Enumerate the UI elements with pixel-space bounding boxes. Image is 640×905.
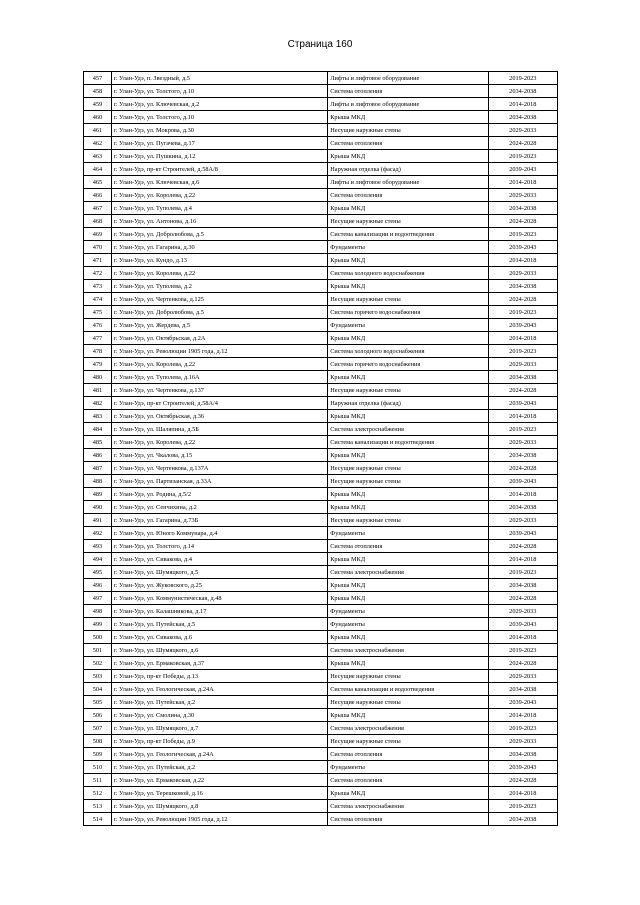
table-row [84, 397, 558, 410]
period-cell: 2039-2043 [488, 618, 557, 631]
address-cell: г. Улан-Удэ, ул. Юного Коммунара, д.4 [111, 527, 327, 540]
address-cell: г. Улан-Удэ, ул. Октябрьская, д.36 [111, 410, 327, 423]
table-row [84, 384, 558, 397]
address-cell: г. Улан-Удэ, ул. Ермаковская, д.22 [111, 774, 327, 787]
address-cell: г. Улан-Удэ, ул. Добролюбова, д.5 [111, 306, 327, 319]
work-type-cell: Фундаменты [328, 527, 488, 540]
row-number-cell: 465 [84, 176, 112, 189]
row-number-cell: 510 [84, 761, 112, 774]
address-cell: г. Улан-Удэ, ул. Чертенкова, д.137А [111, 462, 327, 475]
work-type-cell: Система канализации и водоотведения [328, 436, 488, 449]
row-number-cell: 499 [84, 618, 112, 631]
address-cell: г. Улан-Удэ, ул. Жуковского, д.25 [111, 579, 327, 592]
address-cell: г. Улан-Удэ, ул. Толстого, д.14 [111, 540, 327, 553]
address-cell: г. Улан-Удэ, ул. Октябрьская, д.2А [111, 332, 327, 345]
table-row [84, 527, 558, 540]
address-cell: г. Улан-Удэ, ул. Жердева, д.5 [111, 319, 327, 332]
row-number-cell: 480 [84, 371, 112, 384]
row-number-cell: 489 [84, 488, 112, 501]
period-cell: 2034-2038 [488, 501, 557, 514]
work-type-cell: Система электроснабжения [328, 423, 488, 436]
row-number-cell: 463 [84, 150, 112, 163]
address-cell: г. Улан-Удэ, пр-кт Победы, д.9 [111, 735, 327, 748]
table-row [84, 449, 558, 462]
period-cell: 2014-2018 [488, 98, 557, 111]
row-number-cell: 493 [84, 540, 112, 553]
table-row [84, 436, 558, 449]
work-type-cell: Система отопления [328, 85, 488, 98]
address-cell: г. Улан-Удэ, ул. Партизанская, д.33А [111, 475, 327, 488]
work-type-cell: Несущие наружные стены [328, 462, 488, 475]
row-number-cell: 471 [84, 254, 112, 267]
table-row [84, 605, 558, 618]
period-cell: 2019-2023 [488, 306, 557, 319]
row-number-cell: 490 [84, 501, 112, 514]
repair-schedule-table [83, 71, 558, 826]
period-cell: 2029-2033 [488, 358, 557, 371]
table-row [84, 150, 558, 163]
work-type-cell: Крыша МКД [328, 449, 488, 462]
period-cell: 2039-2043 [488, 475, 557, 488]
work-type-cell: Фундаменты [328, 241, 488, 254]
table-row [84, 722, 558, 735]
period-cell: 2019-2023 [488, 566, 557, 579]
work-type-cell: Несущие наружные стены [328, 475, 488, 488]
table-row [84, 514, 558, 527]
work-type-cell: Несущие наружные стены [328, 670, 488, 683]
row-number-cell: 508 [84, 735, 112, 748]
address-cell: г. Улан-Удэ, пр-кт Победы, д.13 [111, 670, 327, 683]
work-type-cell: Крыша МКД [328, 592, 488, 605]
address-cell: г. Улан-Удэ, ул. Пугачева, д.17 [111, 137, 327, 150]
period-cell: 2014-2018 [488, 410, 557, 423]
row-number-cell: 512 [84, 787, 112, 800]
table-body [84, 72, 558, 826]
table-row [84, 670, 558, 683]
address-cell: г. Улан-Удэ, ул. Толстого, д.10 [111, 111, 327, 124]
row-number-cell: 479 [84, 358, 112, 371]
address-cell: г. Улан-Удэ, пр-кт Строителей, д.58А/4 [111, 397, 327, 410]
address-cell: г. Улан-Удэ, ул. Сенчихина, д.2 [111, 501, 327, 514]
period-cell: 2019-2023 [488, 800, 557, 813]
period-cell: 2019-2023 [488, 423, 557, 436]
work-type-cell: Несущие наружные стены [328, 293, 488, 306]
work-type-cell: Фундаменты [328, 761, 488, 774]
work-type-cell: Крыша МКД [328, 371, 488, 384]
row-number-cell: 477 [84, 332, 112, 345]
address-cell: г. Улан-Удэ, ул. Туполева, д.16А [111, 371, 327, 384]
row-number-cell: 459 [84, 98, 112, 111]
period-cell: 2034-2038 [488, 683, 557, 696]
table-row [84, 644, 558, 657]
period-cell: 2034-2038 [488, 748, 557, 761]
table-row [84, 423, 558, 436]
work-type-cell: Несущие наружные стены [328, 696, 488, 709]
row-number-cell: 482 [84, 397, 112, 410]
address-cell: г. Улан-Удэ, ул. Чертенкова, д.125 [111, 293, 327, 306]
row-number-cell: 469 [84, 228, 112, 241]
table-row [84, 540, 558, 553]
row-number-cell: 513 [84, 800, 112, 813]
row-number-cell: 501 [84, 644, 112, 657]
address-cell: г. Улан-Удэ, ул. Королева, д.22 [111, 189, 327, 202]
work-type-cell: Фундаменты [328, 319, 488, 332]
table-row [84, 761, 558, 774]
table-row [84, 254, 558, 267]
row-number-cell: 466 [84, 189, 112, 202]
table-row [84, 85, 558, 98]
work-type-cell: Крыша МКД [328, 501, 488, 514]
row-number-cell: 487 [84, 462, 112, 475]
row-number-cell: 472 [84, 267, 112, 280]
table-row [84, 345, 558, 358]
table-row [84, 358, 558, 371]
work-type-cell: Лифты и лифтовое оборудование [328, 98, 488, 111]
address-cell: г. Улан-Удэ, ул. Родина, д.5/2 [111, 488, 327, 501]
period-cell: 2039-2043 [488, 319, 557, 332]
row-number-cell: 458 [84, 85, 112, 98]
table-row [84, 735, 558, 748]
address-cell: г. Улан-Удэ, ул. Сивакова, д.6 [111, 631, 327, 644]
period-cell: 2014-2018 [488, 553, 557, 566]
work-type-cell: Несущие наружные стены [328, 514, 488, 527]
address-cell: г. Улан-Удэ, ул. Королева, д.22 [111, 267, 327, 280]
row-number-cell: 468 [84, 215, 112, 228]
work-type-cell: Крыша МКД [328, 553, 488, 566]
row-number-cell: 457 [84, 72, 112, 85]
table-row [84, 631, 558, 644]
row-number-cell: 506 [84, 709, 112, 722]
row-number-cell: 494 [84, 553, 112, 566]
work-type-cell: Крыша МКД [328, 332, 488, 345]
address-cell: г. Улан-Удэ, ул. Геологическая, д.24А [111, 683, 327, 696]
period-cell: 2014-2018 [488, 332, 557, 345]
table-row [84, 787, 558, 800]
period-cell: 2014-2018 [488, 176, 557, 189]
row-number-cell: 491 [84, 514, 112, 527]
table-row [84, 462, 558, 475]
work-type-cell: Система канализации и водоотведения [328, 683, 488, 696]
address-cell: г. Улан-Удэ, ул. Путейская, д.5 [111, 618, 327, 631]
work-type-cell: Система отопления [328, 774, 488, 787]
address-cell: г. Улан-Удэ, ул. Королева, д.22 [111, 358, 327, 371]
period-cell: 2034-2038 [488, 371, 557, 384]
row-number-cell: 498 [84, 605, 112, 618]
period-cell: 2029-2033 [488, 514, 557, 527]
table-row [84, 137, 558, 150]
address-cell: г. Улан-Удэ, ул. Ключевская, д.6 [111, 176, 327, 189]
row-number-cell: 460 [84, 111, 112, 124]
address-cell: г. Улан-Удэ, ул. Шумяцкого, д.5 [111, 566, 327, 579]
address-cell: г. Улан-Удэ, ул. Туполева, д.2 [111, 280, 327, 293]
row-number-cell: 478 [84, 345, 112, 358]
work-type-cell: Фундаменты [328, 605, 488, 618]
period-cell: 2024-2028 [488, 293, 557, 306]
work-type-cell: Система холодного водоснабжения [328, 267, 488, 280]
period-cell: 2019-2023 [488, 722, 557, 735]
table-row [84, 618, 558, 631]
period-cell: 2034-2038 [488, 202, 557, 215]
period-cell: 2024-2028 [488, 462, 557, 475]
table-row [84, 306, 558, 319]
work-type-cell: Несущие наружные стены [328, 384, 488, 397]
period-cell: 2034-2038 [488, 813, 557, 826]
table-row [84, 501, 558, 514]
work-type-cell: Крыша МКД [328, 579, 488, 592]
work-type-cell: Крыша МКД [328, 787, 488, 800]
work-type-cell: Система горячего водоснабжения [328, 358, 488, 371]
row-number-cell: 505 [84, 696, 112, 709]
table-row [84, 592, 558, 605]
address-cell: г. Улан-Удэ, п. Звездный, д.5 [111, 72, 327, 85]
address-cell: г. Улан-Удэ, ул. Чкалова, д.15 [111, 449, 327, 462]
work-type-cell: Крыша МКД [328, 280, 488, 293]
address-cell: г. Улан-Удэ, ул. Калашникова, д.17 [111, 605, 327, 618]
period-cell: 2029-2033 [488, 189, 557, 202]
row-number-cell: 485 [84, 436, 112, 449]
period-cell: 2039-2043 [488, 761, 557, 774]
work-type-cell: Несущие наружные стены [328, 735, 488, 748]
period-cell: 2019-2023 [488, 345, 557, 358]
address-cell: г. Улан-Удэ, ул. Добролюбова, д.5 [111, 228, 327, 241]
address-cell: г. Улан-Удэ, ул. Революции 1905 года, д.12 [111, 813, 327, 826]
table-row [84, 774, 558, 787]
work-type-cell: Фундаменты [328, 618, 488, 631]
period-cell: 2024-2028 [488, 384, 557, 397]
table-row [84, 748, 558, 761]
work-type-cell: Наружная отделка (фасад) [328, 163, 488, 176]
work-type-cell: Система отопления [328, 137, 488, 150]
period-cell: 2024-2028 [488, 592, 557, 605]
work-type-cell: Система отопления [328, 189, 488, 202]
row-number-cell: 511 [84, 774, 112, 787]
address-cell: г. Улан-Удэ, ул. Путейская, д.2 [111, 761, 327, 774]
work-type-cell: Система отопления [328, 748, 488, 761]
work-type-cell: Лифты и лифтовое оборудование [328, 176, 488, 189]
period-cell: 2034-2038 [488, 449, 557, 462]
row-number-cell: 500 [84, 631, 112, 644]
period-cell: 2019-2023 [488, 228, 557, 241]
address-cell: г. Улан-Удэ, ул. Мокрова, д.30 [111, 124, 327, 137]
table-row [84, 228, 558, 241]
table-row [84, 813, 558, 826]
address-cell: г. Улан-Удэ, ул. Терешковой, д.16 [111, 787, 327, 800]
work-type-cell: Наружная отделка (фасад) [328, 397, 488, 410]
table-row [84, 72, 558, 85]
period-cell: 2039-2043 [488, 527, 557, 540]
period-cell: 2019-2023 [488, 150, 557, 163]
work-type-cell: Система отопления [328, 540, 488, 553]
address-cell: г. Улан-Удэ, ул. Толстого, д.10 [111, 85, 327, 98]
work-type-cell: Крыша МКД [328, 150, 488, 163]
row-number-cell: 461 [84, 124, 112, 137]
address-cell: г. Улан-Удэ, ул. Шумяцкого, д.6 [111, 644, 327, 657]
period-cell: 2034-2038 [488, 280, 557, 293]
table-row [84, 371, 558, 384]
row-number-cell: 462 [84, 137, 112, 150]
period-cell: 2039-2043 [488, 696, 557, 709]
row-number-cell: 484 [84, 423, 112, 436]
period-cell: 2014-2018 [488, 709, 557, 722]
address-cell: г. Улан-Удэ, ул. Туполева, д.4 [111, 202, 327, 215]
period-cell: 2039-2043 [488, 397, 557, 410]
table-row [84, 696, 558, 709]
table-row [84, 683, 558, 696]
row-number-cell: 502 [84, 657, 112, 670]
row-number-cell: 507 [84, 722, 112, 735]
address-cell: г. Улан-Удэ, ул. Ермаковская, д.37 [111, 657, 327, 670]
table-row [84, 709, 558, 722]
table-row [84, 267, 558, 280]
row-number-cell: 483 [84, 410, 112, 423]
table-row [84, 176, 558, 189]
work-type-cell: Система электроснабжения [328, 644, 488, 657]
row-number-cell: 470 [84, 241, 112, 254]
work-type-cell: Система холодного водоснабжения [328, 345, 488, 358]
work-type-cell: Система электроснабжения [328, 566, 488, 579]
row-number-cell: 481 [84, 384, 112, 397]
table-row [84, 475, 558, 488]
table-row [84, 319, 558, 332]
address-cell: г. Улан-Удэ, ул. Геологическая, д.24А [111, 748, 327, 761]
period-cell: 2024-2028 [488, 215, 557, 228]
period-cell: 2019-2023 [488, 72, 557, 85]
period-cell: 2029-2033 [488, 670, 557, 683]
work-type-cell: Крыша МКД [328, 657, 488, 670]
period-cell: 2014-2018 [488, 254, 557, 267]
work-type-cell: Несущие наружные стены [328, 215, 488, 228]
address-cell: г. Улан-Удэ, ул. Шумяцкого, д.7 [111, 722, 327, 735]
period-cell: 2024-2028 [488, 774, 557, 787]
table-row [84, 410, 558, 423]
table-row [84, 579, 558, 592]
table-row [84, 566, 558, 579]
address-cell: г. Улан-Удэ, ул. Королева, д.22 [111, 436, 327, 449]
table-row [84, 332, 558, 345]
period-cell: 2014-2018 [488, 488, 557, 501]
work-type-cell: Крыша МКД [328, 709, 488, 722]
address-cell: г. Улан-Удэ, ул. Ключевская, д.2 [111, 98, 327, 111]
period-cell: 2029-2033 [488, 267, 557, 280]
address-cell: г. Улан-Удэ, ул. Революции 1905 года, д.12 [111, 345, 327, 358]
table-row [84, 124, 558, 137]
period-cell: 2024-2028 [488, 137, 557, 150]
address-cell: г. Улан-Удэ, ул. Гагарина, д.73Б [111, 514, 327, 527]
address-cell: г. Улан-Удэ, пр-кт Строителей, д.58А/8 [111, 163, 327, 176]
period-cell: 2039-2043 [488, 241, 557, 254]
work-type-cell: Система электроснабжения [328, 800, 488, 813]
address-cell: г. Улан-Удэ, ул. Шаляпина, д.5Б [111, 423, 327, 436]
row-number-cell: 492 [84, 527, 112, 540]
work-type-cell: Система горячего водоснабжения [328, 306, 488, 319]
table-row [84, 215, 558, 228]
address-cell: г. Улан-Удэ, ул. Сивакова, д.4 [111, 553, 327, 566]
table-row [84, 163, 558, 176]
period-cell: 2029-2033 [488, 124, 557, 137]
period-cell: 2014-2018 [488, 631, 557, 644]
page-number-header: Страница 160 [287, 39, 353, 50]
work-type-cell: Крыша МКД [328, 410, 488, 423]
table-row [84, 111, 558, 124]
address-cell: г. Улан-Удэ, ул. Пушкина, д.12 [111, 150, 327, 163]
period-cell: 2024-2028 [488, 540, 557, 553]
period-cell: 2029-2033 [488, 436, 557, 449]
work-type-cell: Крыша МКД [328, 111, 488, 124]
table-row [84, 202, 558, 215]
period-cell: 2034-2038 [488, 111, 557, 124]
table-row [84, 553, 558, 566]
work-type-cell: Крыша МКД [328, 202, 488, 215]
work-type-cell: Лифты и лифтовое оборудование [328, 72, 488, 85]
address-cell: г. Улан-Удэ, ул. Чертенкова, д.137 [111, 384, 327, 397]
work-type-cell: Система электроснабжения [328, 722, 488, 735]
row-number-cell: 473 [84, 280, 112, 293]
table-row [84, 800, 558, 813]
row-number-cell: 509 [84, 748, 112, 761]
table-row [84, 280, 558, 293]
row-number-cell: 504 [84, 683, 112, 696]
table-row [84, 98, 558, 111]
period-cell: 2034-2038 [488, 85, 557, 98]
address-cell: г. Улан-Удэ, ул. Шумяцкого, д.8 [111, 800, 327, 813]
table-row [84, 241, 558, 254]
period-cell: 2019-2023 [488, 644, 557, 657]
address-cell: г. Улан-Удэ, ул. Кундо, д.13 [111, 254, 327, 267]
row-number-cell: 488 [84, 475, 112, 488]
row-number-cell: 474 [84, 293, 112, 306]
period-cell: 2029-2033 [488, 605, 557, 618]
row-number-cell: 495 [84, 566, 112, 579]
address-cell: г. Улан-Удэ, ул. Гагарина, д.30 [111, 241, 327, 254]
address-cell: г. Улан-Удэ, ул. Смолина, д.30 [111, 709, 327, 722]
address-cell: г. Улан-Удэ, ул. Антонова, д.16 [111, 215, 327, 228]
row-number-cell: 514 [84, 813, 112, 826]
table-row [84, 293, 558, 306]
period-cell: 2034-2038 [488, 579, 557, 592]
period-cell: 2029-2033 [488, 735, 557, 748]
work-type-cell: Система отопления [328, 813, 488, 826]
period-cell: 2014-2018 [488, 787, 557, 800]
row-number-cell: 496 [84, 579, 112, 592]
row-number-cell: 497 [84, 592, 112, 605]
row-number-cell: 475 [84, 306, 112, 319]
table-row [84, 189, 558, 202]
row-number-cell: 476 [84, 319, 112, 332]
work-type-cell: Крыша МКД [328, 631, 488, 644]
work-type-cell: Система канализации и водоотведения [328, 228, 488, 241]
table-row [84, 488, 558, 501]
period-cell: 2039-2043 [488, 163, 557, 176]
work-type-cell: Несущие наружные стены [328, 124, 488, 137]
row-number-cell: 486 [84, 449, 112, 462]
table-row [84, 657, 558, 670]
row-number-cell: 503 [84, 670, 112, 683]
address-cell: г. Улан-Удэ, ул. Путейская, д.2 [111, 696, 327, 709]
period-cell: 2024-2028 [488, 657, 557, 670]
address-cell: г. Улан-Удэ, ул. Коммунистическая, д.48 [111, 592, 327, 605]
row-number-cell: 467 [84, 202, 112, 215]
row-number-cell: 464 [84, 163, 112, 176]
work-type-cell: Крыша МКД [328, 488, 488, 501]
work-type-cell: Крыша МКД [328, 254, 488, 267]
